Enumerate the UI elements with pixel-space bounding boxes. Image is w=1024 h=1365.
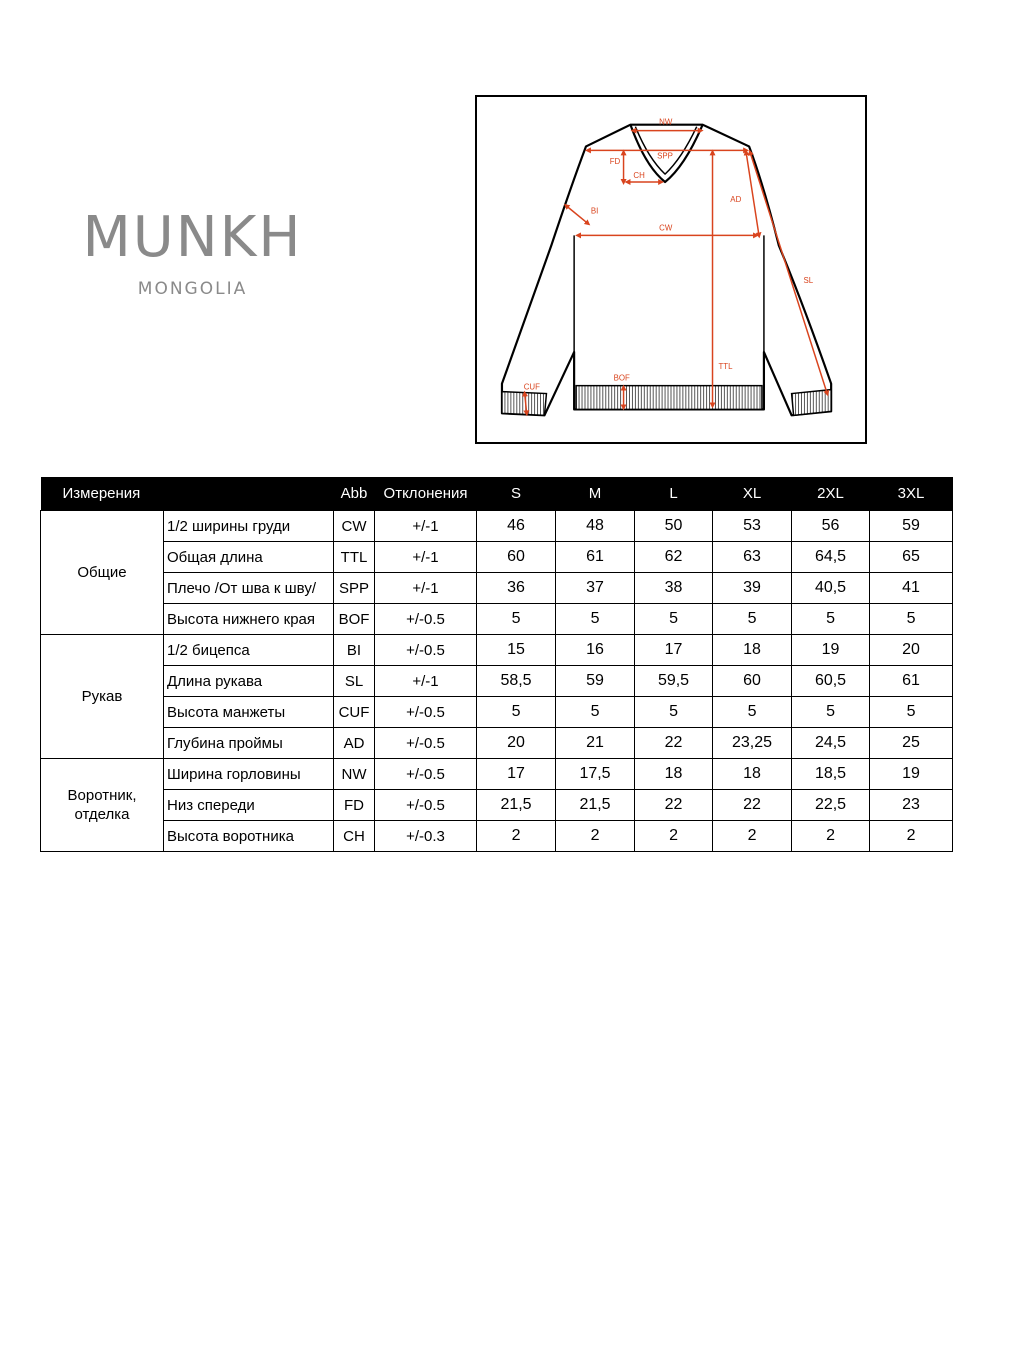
- size-value: 50: [635, 511, 713, 542]
- parameter-name: 1/2 ширины груди: [164, 511, 334, 542]
- label-cuf: CUF: [523, 382, 540, 392]
- size-value: 23,25: [713, 728, 792, 759]
- header-tolerance: Отклонения: [375, 477, 477, 511]
- header-abb: Abb: [334, 477, 375, 511]
- label-spp: SPP: [657, 151, 673, 161]
- size-value: 2: [870, 821, 953, 852]
- size-value: 21: [556, 728, 635, 759]
- size-value: 5: [792, 697, 870, 728]
- abbreviation: BI: [334, 635, 375, 666]
- tolerance: +/-0.5: [375, 697, 477, 728]
- header-size-s: S: [477, 477, 556, 511]
- size-value: 60: [477, 542, 556, 573]
- size-value: 20: [477, 728, 556, 759]
- brand-logo: [70, 205, 315, 299]
- size-value: 58,5: [477, 666, 556, 697]
- size-value: 5: [556, 697, 635, 728]
- size-value: 17: [477, 759, 556, 790]
- abbreviation: CW: [334, 511, 375, 542]
- size-value: 20: [870, 635, 953, 666]
- header-measurements: Измерения: [41, 477, 334, 511]
- abbreviation: AD: [334, 728, 375, 759]
- size-value: 19: [870, 759, 953, 790]
- size-value: 17,5: [556, 759, 635, 790]
- parameter-name: Глубина проймы: [164, 728, 334, 759]
- size-value: 56: [792, 511, 870, 542]
- size-value: 17: [635, 635, 713, 666]
- tolerance: +/-0.5: [375, 790, 477, 821]
- abbreviation: SL: [334, 666, 375, 697]
- size-value: 46: [477, 511, 556, 542]
- abbreviation: TTL: [334, 542, 375, 573]
- size-value: 5: [635, 604, 713, 635]
- size-value: 22: [635, 728, 713, 759]
- header-size-m: M: [556, 477, 635, 511]
- tolerance: +/-0.5: [375, 635, 477, 666]
- hem-rib: [576, 386, 762, 410]
- label-fd: FD: [609, 157, 621, 167]
- size-value: 53: [713, 511, 792, 542]
- parameter-name: Высота воротника: [164, 821, 334, 852]
- table-row: [41, 573, 953, 604]
- sweater-measurement-diagram: [475, 95, 867, 444]
- size-value: 23: [870, 790, 953, 821]
- parameter-name: Ширина горловины: [164, 759, 334, 790]
- size-value: 25: [870, 728, 953, 759]
- size-value: 60: [713, 666, 792, 697]
- header-size-l: L: [635, 477, 713, 511]
- tolerance: +/-0.3: [375, 821, 477, 852]
- tolerance: +/-0.5: [375, 759, 477, 790]
- size-value: 38: [635, 573, 713, 604]
- brand-tagline: MONGOLIA: [137, 279, 248, 299]
- size-value: 39: [713, 573, 792, 604]
- label-nw: NW: [659, 117, 673, 127]
- size-value: 61: [870, 666, 953, 697]
- abbreviation: BOF: [334, 604, 375, 635]
- size-value: 5: [635, 697, 713, 728]
- abbreviation: CH: [334, 821, 375, 852]
- table-row: [41, 666, 953, 697]
- size-value: 22,5: [792, 790, 870, 821]
- size-value: 2: [792, 821, 870, 852]
- size-value: 22: [713, 790, 792, 821]
- tolerance: +/-1: [375, 666, 477, 697]
- size-value: 60,5: [792, 666, 870, 697]
- label-cw: CW: [659, 223, 673, 233]
- label-sl: SL: [803, 275, 814, 285]
- table-header-row: [41, 477, 953, 511]
- abbreviation: SPP: [334, 573, 375, 604]
- size-value: 41: [870, 573, 953, 604]
- size-value: 59: [870, 511, 953, 542]
- table-row: [41, 728, 953, 759]
- size-value: 40,5: [792, 573, 870, 604]
- parameter-name: Длина рукава: [164, 666, 334, 697]
- parameter-name: Низ спереди: [164, 790, 334, 821]
- table-row: [41, 697, 953, 728]
- size-value: 21,5: [556, 790, 635, 821]
- size-value: 59: [556, 666, 635, 697]
- tolerance: +/-0.5: [375, 728, 477, 759]
- size-value: 18: [635, 759, 713, 790]
- size-value: 2: [477, 821, 556, 852]
- sweater-sketch: [477, 97, 865, 442]
- size-value: 64,5: [792, 542, 870, 573]
- size-value: 5: [792, 604, 870, 635]
- size-value: 61: [556, 542, 635, 573]
- size-value: 19: [792, 635, 870, 666]
- header-size-3xl: 3XL: [870, 477, 953, 511]
- size-value: 36: [477, 573, 556, 604]
- size-value: 24,5: [792, 728, 870, 759]
- label-ttl: TTL: [718, 361, 733, 371]
- table-row: [41, 511, 953, 542]
- size-value: 2: [635, 821, 713, 852]
- table-row: [41, 790, 953, 821]
- size-value: 18: [713, 759, 792, 790]
- size-value: 18: [713, 635, 792, 666]
- label-bof: BOF: [613, 373, 630, 383]
- header-size-xl: XL: [713, 477, 792, 511]
- size-value: 5: [477, 697, 556, 728]
- label-ad: AD: [730, 194, 742, 204]
- parameter-name: Общая длина: [164, 542, 334, 573]
- parameter-name: 1/2 бицепса: [164, 635, 334, 666]
- size-value: 59,5: [635, 666, 713, 697]
- tolerance: +/-1: [375, 573, 477, 604]
- tolerance: +/-1: [375, 542, 477, 573]
- size-value: 63: [713, 542, 792, 573]
- size-value: 5: [870, 604, 953, 635]
- size-value: 22: [635, 790, 713, 821]
- size-value: 5: [477, 604, 556, 635]
- label-ch: CH: [633, 171, 645, 181]
- size-value: 62: [635, 542, 713, 573]
- table-row: [41, 759, 953, 790]
- size-value: 5: [556, 604, 635, 635]
- label-bi: BI: [590, 206, 599, 216]
- abbreviation: FD: [334, 790, 375, 821]
- abbreviation: NW: [334, 759, 375, 790]
- group-label: Рукав: [41, 635, 164, 759]
- size-value: 15: [477, 635, 556, 666]
- table-row: [41, 635, 953, 666]
- header-size-2xl: 2XL: [792, 477, 870, 511]
- parameter-name: Высота манжеты: [164, 697, 334, 728]
- brand-name: MUNKH: [82, 205, 303, 270]
- size-value: 48: [556, 511, 635, 542]
- tolerance: +/-0.5: [375, 604, 477, 635]
- sweater-outline: [502, 125, 831, 416]
- tolerance: +/-1: [375, 511, 477, 542]
- size-value: 18,5: [792, 759, 870, 790]
- parameter-name: Высота нижнего края: [164, 604, 334, 635]
- size-value: 37: [556, 573, 635, 604]
- size-value: 5: [713, 604, 792, 635]
- table-row: [41, 542, 953, 573]
- size-value: 2: [713, 821, 792, 852]
- size-value: 21,5: [477, 790, 556, 821]
- group-label: Воротник, отделка: [41, 759, 164, 852]
- table-row: [41, 821, 953, 852]
- size-value: 5: [870, 697, 953, 728]
- size-value: 2: [556, 821, 635, 852]
- size-chart-table: [40, 477, 953, 852]
- cuff-right: [792, 390, 832, 416]
- table-row: [41, 604, 953, 635]
- parameter-name: Плечо /От шва к шву/: [164, 573, 334, 604]
- abbreviation: CUF: [334, 697, 375, 728]
- size-value: 16: [556, 635, 635, 666]
- size-value: 65: [870, 542, 953, 573]
- group-label: Общие: [41, 511, 164, 635]
- size-value: 5: [713, 697, 792, 728]
